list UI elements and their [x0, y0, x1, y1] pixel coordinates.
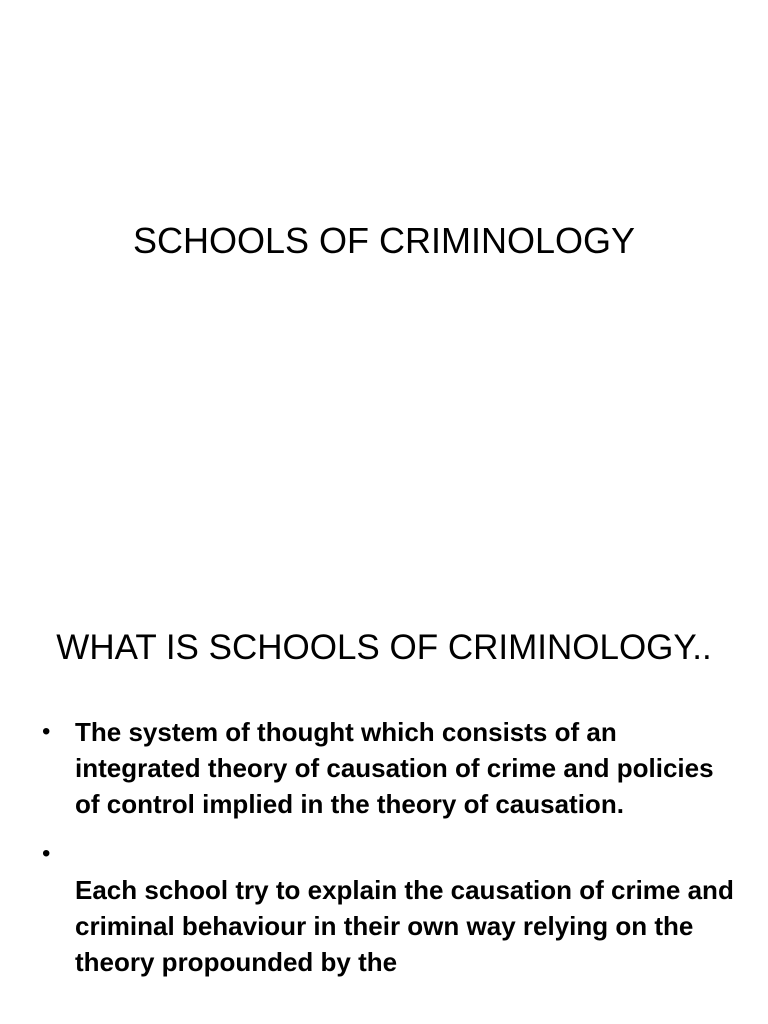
slide-heading: WHAT IS SCHOOLS OF CRIMINOLOGY.. [56, 628, 712, 667]
bullet-item [42, 836, 742, 980]
bullet-list [42, 714, 742, 980]
bullet-text: The system of thought which consists of an integrated theory of causation of crime and policies of control implied in the theory of causation. [75, 717, 714, 819]
bullet-marker-icon: • [42, 840, 51, 867]
bullet-item [42, 714, 742, 822]
content-slide [0, 576, 768, 1024]
bullet-text: Each school try to explain the causation of crime and criminal behaviour in their own way relying on the theory propounded by the [75, 875, 734, 977]
bullet-marker-icon: • [42, 718, 51, 745]
slide-title: SCHOOLS OF CRIMINOLOGY [132, 220, 636, 261]
